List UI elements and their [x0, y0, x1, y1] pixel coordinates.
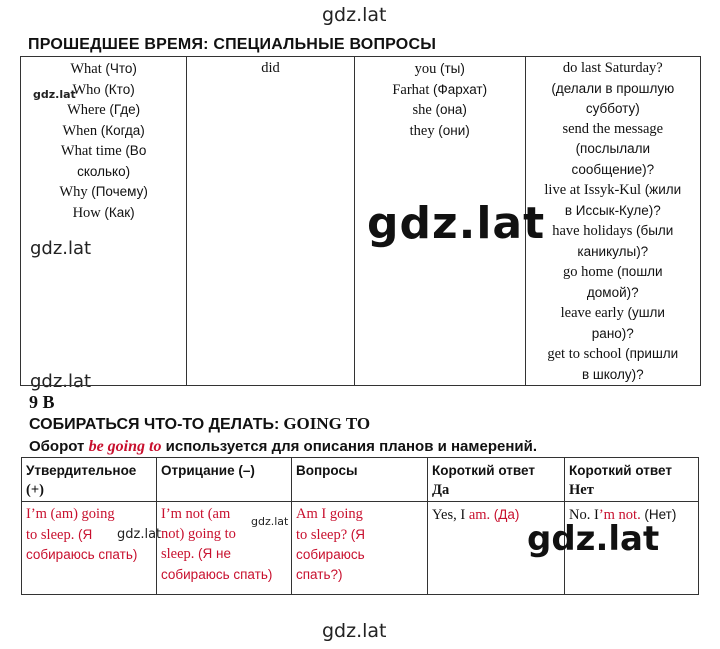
cell-short-yes: Yes, I am. (Да): [428, 502, 565, 595]
phrase-line: субботу): [585, 101, 640, 116]
subject-farhat: Farhat (Фархат): [392, 81, 488, 98]
qword-what: What (Что): [70, 61, 137, 77]
cell-negative: I’m not (am not) going to sleep. (Я не собираюсь спать): [157, 502, 292, 595]
header-short-no: Короткий ответ Нет: [565, 458, 699, 502]
cell-affirmative: I’m (am) going to sleep. (Я собираюсь спать): [22, 502, 157, 595]
qword-how: How (Как): [72, 204, 135, 221]
subject-you: you (ты): [414, 61, 465, 77]
header-questions: Вопросы: [292, 458, 428, 502]
cell-question: Am I going to sleep? (Я собираюсь спать?): [292, 502, 428, 595]
phrase-line: (послылали: [575, 141, 651, 156]
qword-when: When (Когда): [62, 122, 145, 139]
watermark-big-center: gdz.lat: [367, 198, 546, 249]
subject-she: she (она): [412, 102, 467, 118]
section2-title-ru: СОБИРАТЬСЯ ЧТО-ТО ДЕЛАТЬ:: [29, 416, 280, 433]
auxiliary-did: did: [261, 60, 280, 76]
phrase-line: в Иссык-Куле)?: [564, 202, 661, 218]
phrase-line: рано)?: [591, 325, 634, 341]
phrase-line: have holidays (были: [552, 223, 674, 239]
header-affirmative: Утвердительное (+): [22, 458, 157, 502]
watermark-mid-left-2: gdz.lat: [30, 371, 92, 392]
watermark-small-3: gdz.lat: [251, 515, 289, 528]
section2-title-en: GOING TO: [283, 414, 371, 433]
phrase-line: в школу)?: [581, 366, 644, 382]
phrase-line: live at Issyk-Kul (жили: [544, 182, 682, 198]
watermark-mid-left: gdz.lat: [30, 238, 92, 259]
phrase-line: каникулы)?: [577, 243, 649, 259]
section1-title: ПРОШЕДШЕЕ ВРЕМЯ: СПЕЦИАЛЬНЫЕ ВОПРОСЫ: [28, 36, 437, 53]
auxiliary-cell: [187, 57, 355, 386]
phrase-line: get to school (пришли: [547, 346, 679, 362]
qword-where: Where (Где): [67, 102, 141, 118]
qword-why: Why (Почему): [59, 184, 148, 200]
phrase-line: домой)?: [586, 284, 639, 300]
phrase-line: сообщение)?: [571, 161, 655, 177]
intro-pre: Оборот: [29, 438, 85, 455]
watermark-small-1: gdz.lat: [33, 88, 76, 101]
phrase-line: go home (пошли: [563, 264, 663, 280]
watermark-bottom: gdz.lat: [322, 620, 387, 642]
subject-they: they (они): [409, 122, 470, 139]
cell-short-no: No. I’m not. (Нет): [565, 502, 699, 595]
phrase-line: do last Saturday?: [562, 60, 663, 76]
past-questions-table: [20, 56, 701, 386]
phrase-line: leave early (ушли: [560, 305, 665, 321]
section2-title: [29, 414, 370, 434]
watermark-small-2: gdz.lat: [117, 527, 162, 542]
intro-post: используется для описания планов и намерений.: [165, 438, 538, 455]
section2-intro: [29, 438, 537, 456]
phrase-line: send the message: [562, 120, 664, 137]
header-negative: Отрицание (–): [157, 458, 292, 502]
qword-what-time-2: сколько): [77, 163, 131, 179]
watermark-big-right: gdz.lat: [527, 519, 660, 559]
intro-phrase: be going to: [88, 438, 162, 455]
section2-number: 9 B: [29, 392, 55, 412]
verb-phrases-cell: [525, 57, 700, 386]
header-short-yes: Короткий ответ Да: [428, 458, 565, 502]
question-words-cell: [21, 57, 187, 386]
qword-what-time: What time (Во: [60, 143, 147, 159]
phrase-line: (делали в прошлую: [551, 80, 675, 96]
qword-who: Who (Кто): [72, 81, 135, 98]
watermark-top: gdz.lat: [322, 4, 387, 26]
